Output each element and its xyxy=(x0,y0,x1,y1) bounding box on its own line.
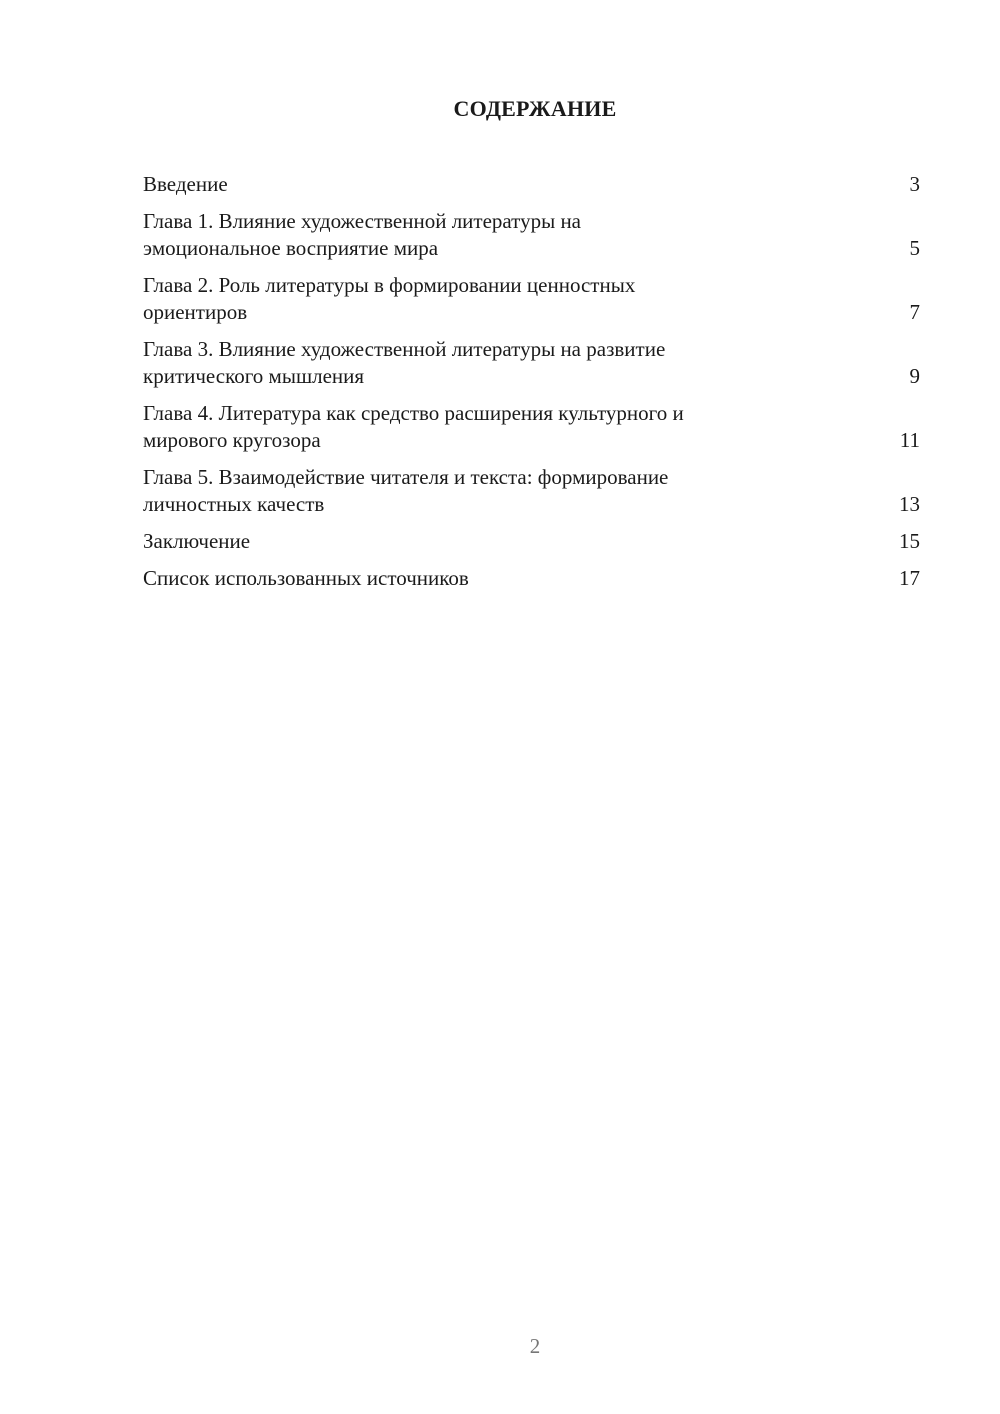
toc-entry-title: Заключение xyxy=(143,529,251,553)
toc-entry xyxy=(143,565,920,592)
toc-entry xyxy=(143,208,920,262)
toc-entry xyxy=(143,464,920,518)
toc-entry-title: Глава 3. Влияние художественной литературы на развитие критического мышления xyxy=(143,337,666,388)
toc-entry xyxy=(143,171,920,198)
toc-entry-title: Глава 2. Роль литературы в формировании ценностных ориентиров xyxy=(143,273,636,324)
toc-entry xyxy=(143,272,920,326)
table-of-contents xyxy=(143,171,920,602)
toc-entry-title: Глава 5. Взаимодействие читателя и текста: формирование личностных качеств xyxy=(143,465,669,516)
toc-entry-page: 15 xyxy=(899,529,920,553)
toc-entry-page: 7 xyxy=(909,300,920,324)
toc-entry-page: 13 xyxy=(899,492,920,516)
toc-entry-title: Введение xyxy=(143,172,228,196)
toc-entry xyxy=(143,400,920,454)
toc-entry-title: Глава 4. Литература как средство расширения культурного и мирового кругозора xyxy=(143,401,684,452)
toc-entry-page: 5 xyxy=(909,236,920,260)
toc-entry-page: 17 xyxy=(899,566,920,590)
toc-entry-title: Глава 1. Влияние художественной литературы на эмоциональное восприятие мира xyxy=(143,209,582,260)
toc-entry xyxy=(143,336,920,390)
toc-entry-title: Список использованных источников xyxy=(143,566,469,590)
toc-entry xyxy=(143,528,920,555)
toc-entry-page: 3 xyxy=(909,172,920,196)
toc-entry-page: 11 xyxy=(899,428,920,452)
page-number: 2 xyxy=(529,1334,541,1358)
page-title: СОДЕРЖАНИЕ xyxy=(453,96,617,121)
toc-entry-page: 9 xyxy=(909,364,920,388)
